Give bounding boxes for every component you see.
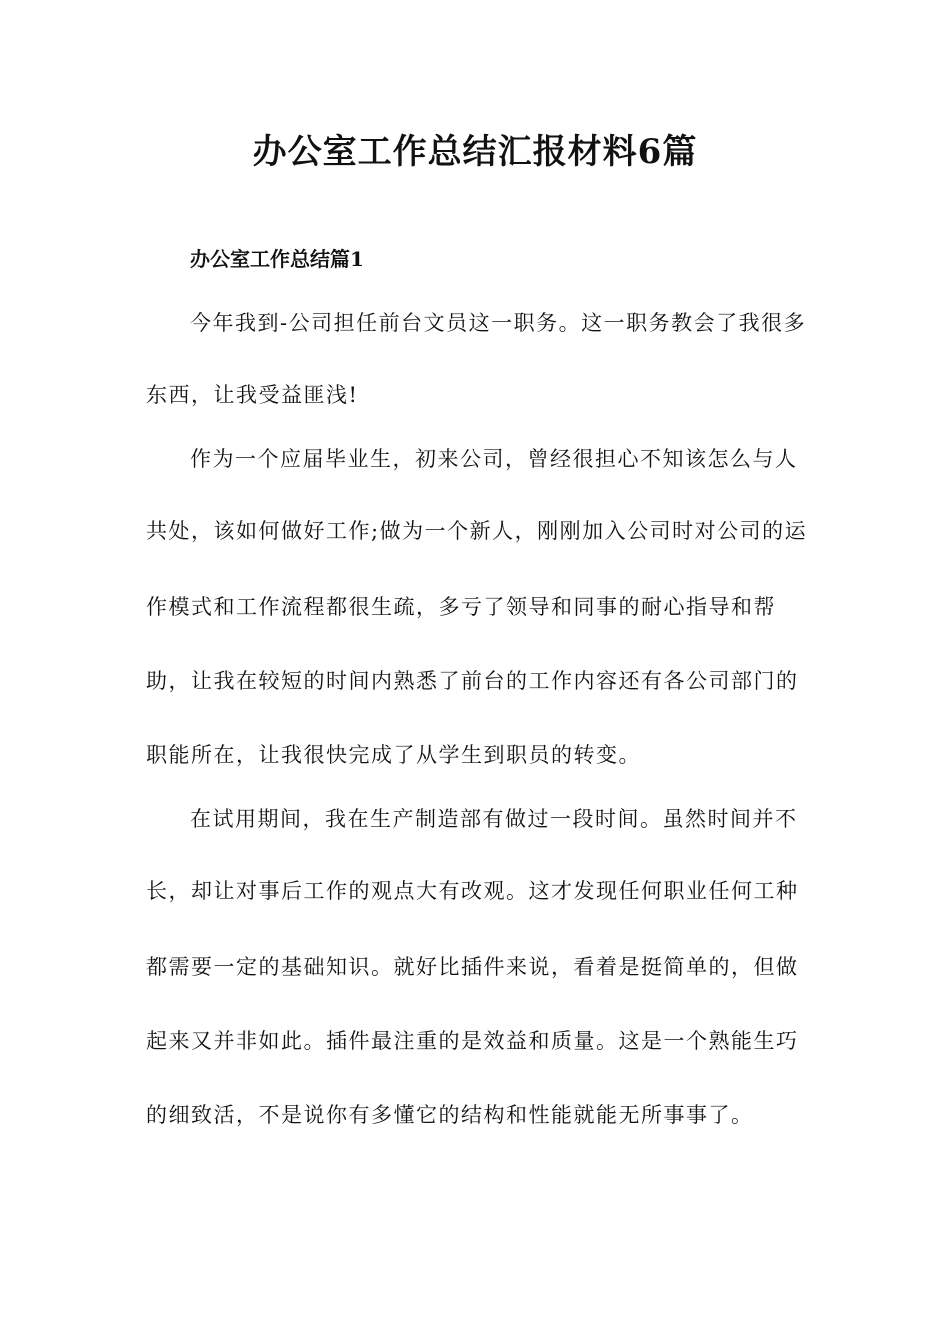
paragraph-2-line-1: 作为一个应届毕业生，初来公司，曾经很担心不知该怎么与人 [190, 447, 798, 471]
section-heading: 办公室工作总结篇1 [190, 247, 364, 271]
paragraph-1-line-1: 今年我到-公司担任前台文员这一职务。这一职务教会了我很多 [190, 311, 807, 335]
document-title: 办公室工作总结汇报材料6篇 [252, 132, 698, 172]
paragraph-2-line-4: 助，让我在较短的时间内熟悉了前台的工作内容还有各公司部门的 [146, 669, 799, 693]
paragraph-2-line-3: 作模式和工作流程都很生疏，多亏了领导和同事的耐心指导和帮 [146, 595, 776, 619]
paragraph-3-line-4: 起来又并非如此。插件最注重的是效益和质量。这是一个熟能生巧 [146, 1029, 799, 1053]
paragraph-3-line-1: 在试用期间，我在生产制造部有做过一段时间。虽然时间并不 [190, 807, 798, 831]
paragraph-3-line-2: 长，却让对事后工作的观点大有改观。这才发现任何职业任何工种 [146, 879, 799, 903]
paragraph-3-line-5: 的细致活，不是说你有多懂它的结构和性能就能无所事事了。 [146, 1103, 754, 1127]
paragraph-2-line-5: 职能所在，让我很快完成了从学生到职员的转变。 [146, 743, 641, 767]
paragraph-2-line-2: 共处，该如何做好工作;做为一个新人，刚刚加入公司时对公司的运 [146, 519, 808, 543]
paragraph-1-line-2: 东西，让我受益匪浅! [146, 383, 359, 407]
paragraph-3-line-3: 都需要一定的基础知识。就好比插件来说，看着是挺简单的，但做 [146, 955, 799, 979]
